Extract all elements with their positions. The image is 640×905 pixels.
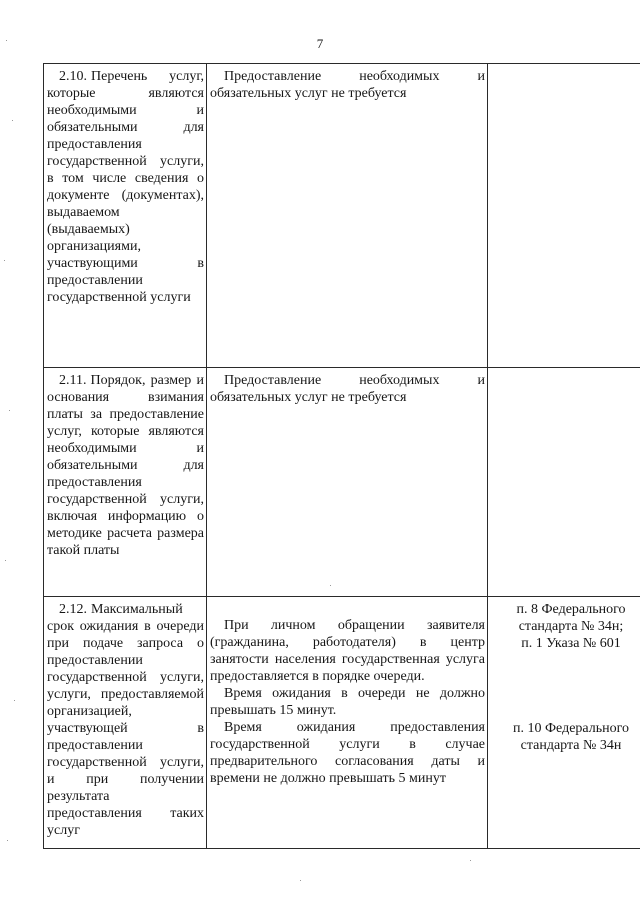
legal-reference: п. 8 Федерального стандарта № 34н; [516, 602, 626, 634]
item-title-cell [44, 64, 207, 368]
item-number: 2.12. [59, 602, 87, 617]
item-reference-cell [488, 597, 640, 849]
item-content-cell [207, 597, 488, 849]
table-row [44, 597, 640, 849]
table-row [44, 368, 640, 597]
item-title: Порядок, размер и основания взимания платы за предоставление услуг, которые являются необходимыми и обязательными для предоставления государственной услуги, включая информацию о методике расчета размера такой платы [47, 373, 204, 558]
table-row [44, 64, 640, 368]
item-reference-cell [488, 64, 640, 368]
legal-reference: п. 1 Указа № 601 [521, 636, 621, 651]
item-number: 2.11. [59, 373, 87, 388]
content-paragraph: Предоставление необходимых и обязательных услуг не требуется [210, 69, 485, 101]
item-content-cell [207, 64, 488, 368]
content-paragraph: Время ожидания предоставления государственной услуги в случае предварительного согласования даты и времени не должно превышать 5 минут [210, 720, 485, 786]
item-content-cell [207, 368, 488, 597]
item-title: Перечень услуг, которые являются необходимыми и обязательными для предоставления государственной услуги, в том числе сведения о документе (документах), выдаваемом (выдаваемых) организациями, участвующими в предоставлении государственной услуги [47, 69, 204, 305]
page-number: 7 [316, 36, 324, 51]
content-paragraph: При личном обращении заявителя (гражданина, работодателя) в центр занятости населения государственная услуга предоставляется в порядке очереди. [210, 618, 485, 684]
content-paragraph: Время ожидания в очереди не должно превышать 15 минут. [210, 686, 485, 718]
content-paragraph: Предоставление необходимых и обязательных услуг не требуется [210, 373, 485, 405]
legal-reference: п. 10 Федерального стандарта № 34н [512, 721, 629, 753]
regulation-table [43, 63, 640, 849]
item-title-cell [44, 597, 207, 849]
item-number: 2.10. [59, 69, 87, 84]
item-reference-cell [488, 368, 640, 597]
item-title-cell [44, 368, 207, 597]
item-title: Максимальный срок ожидания в очереди при подаче запроса о предоставлении государственной услуги, услуги, предоставляемой организацией, участвующей в предоставлении государственной услуги, и при получении результата предоставления таких услуг [47, 602, 204, 838]
